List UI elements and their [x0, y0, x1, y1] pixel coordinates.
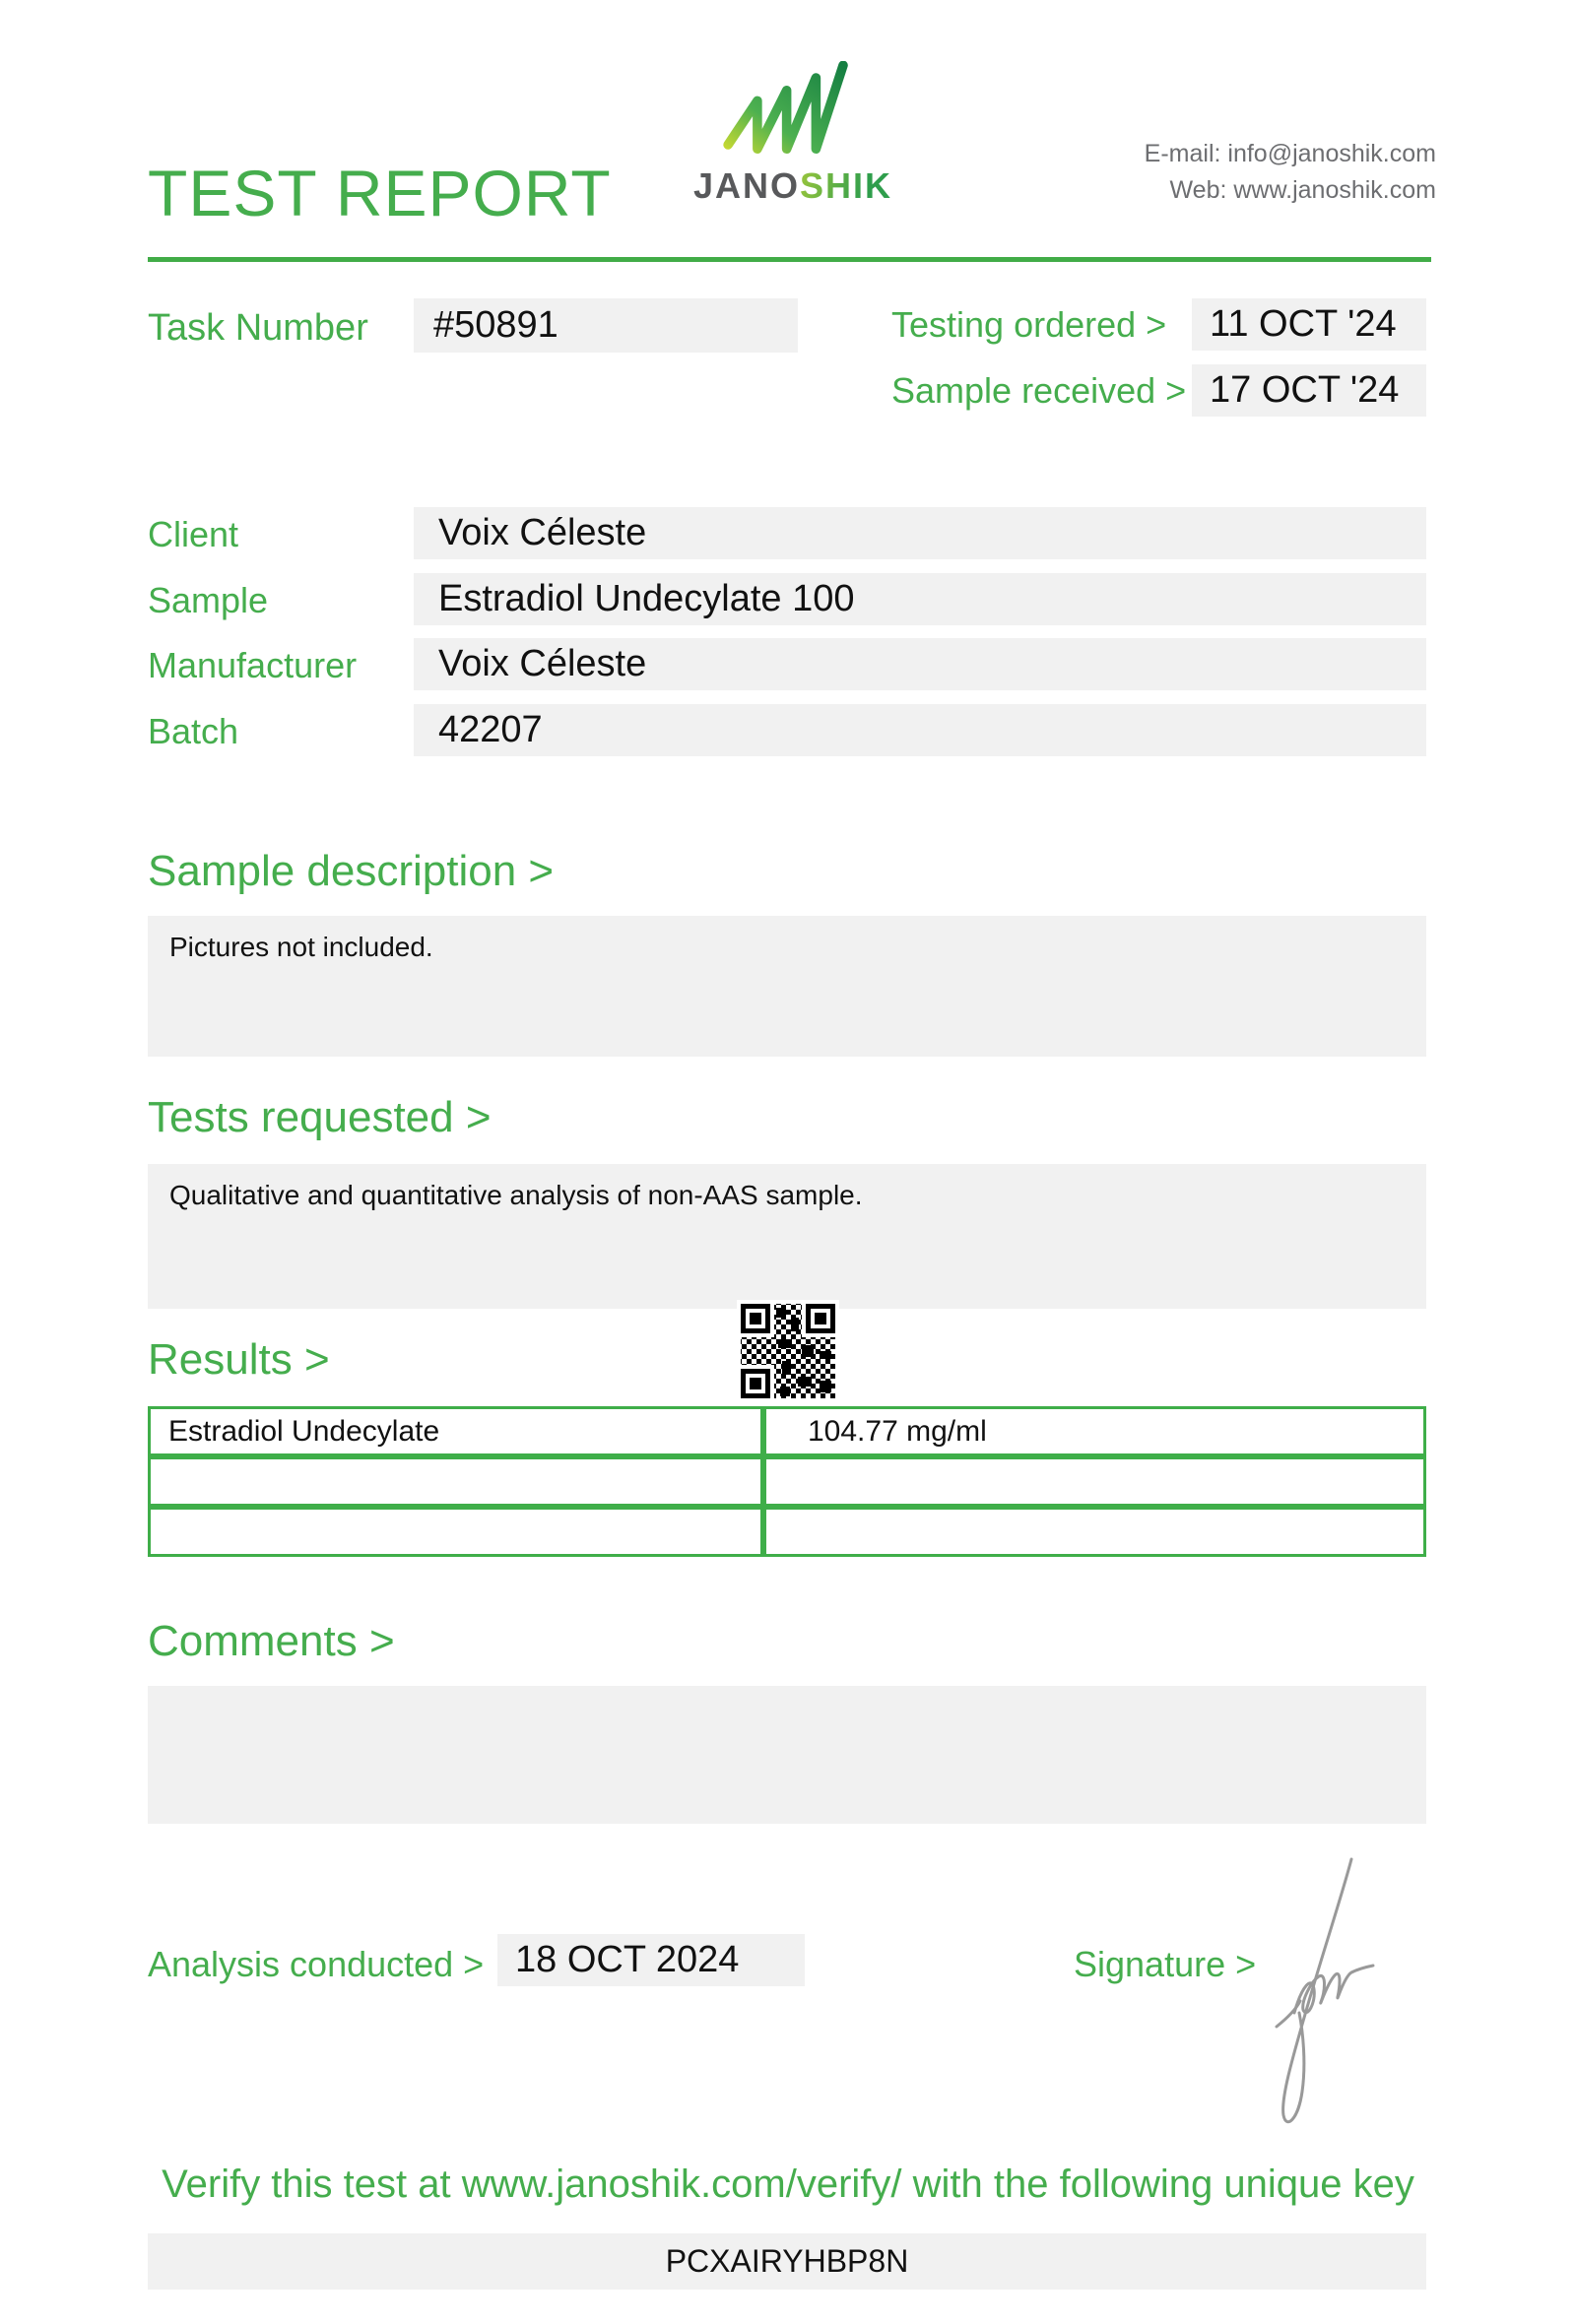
sample-description-box: Pictures not included. [148, 916, 1426, 1057]
verify-text: Verify this test at www.janoshik.com/verify/ with the following unique key [162, 2163, 1414, 2206]
unique-key: PCXAIRYHBP8N [148, 2233, 1426, 2290]
section-heading-tests-requested: Tests requested > [148, 1093, 492, 1141]
sample-label: Sample [148, 580, 269, 620]
client-value: Voix Céleste [414, 507, 1426, 559]
section-heading-results: Results > [148, 1335, 330, 1384]
result-cell [763, 1456, 1426, 1507]
client-label: Client [148, 514, 239, 554]
sample-received-row [891, 364, 1426, 417]
analysis-conducted-value: 18 OCT 2024 [497, 1934, 805, 1986]
contact-block [1145, 136, 1436, 209]
section-heading-comments: Comments > [148, 1617, 395, 1665]
signature-mark [1253, 1853, 1411, 2139]
contact-web: Web: www.janoshik.com [1169, 176, 1436, 204]
batch-value: 42207 [414, 704, 1426, 756]
logo-text-shik: SHIK [800, 165, 893, 206]
qr-code [737, 1300, 839, 1402]
signature-label: Signature > [1074, 1944, 1257, 1984]
contact-email: E-mail: info@janoshik.com [1144, 140, 1436, 167]
result-cell [763, 1507, 1426, 1557]
manufacturer-value: Voix Céleste [414, 638, 1426, 690]
comments-box [148, 1686, 1426, 1824]
testing-ordered-label: Testing ordered > [891, 303, 1167, 345]
manufacturer-label: Manufacturer [148, 645, 358, 685]
testing-ordered-value: 11 OCT '24 [1192, 298, 1426, 351]
analyte-cell: Estradiol Undecylate [148, 1406, 763, 1456]
table-row [148, 1507, 1426, 1557]
sample-received-label: Sample received > [891, 369, 1187, 411]
task-number-label: Task Number [148, 307, 368, 349]
table-row [148, 1456, 1426, 1507]
batch-label: Batch [148, 711, 239, 751]
section-heading-sample-description: Sample description > [148, 847, 555, 895]
tests-requested-box: Qualitative and quantitative analysis of non-AAS sample. [148, 1164, 1426, 1309]
task-number-value: #50891 [414, 298, 798, 353]
sample-received-value: 17 OCT '24 [1192, 364, 1426, 417]
header-divider [148, 257, 1431, 262]
analyte-cell [148, 1456, 763, 1507]
logo-wordmark [690, 165, 896, 207]
sample-value: Estradiol Undecylate 100 [414, 573, 1426, 625]
analyte-cell [148, 1507, 763, 1557]
page-title: TEST REPORT [148, 157, 612, 229]
chart-growth-icon [719, 61, 867, 161]
result-cell: 104.77 mg/ml [763, 1406, 1426, 1456]
logo-text-jano: JANO [692, 165, 800, 206]
results-table [148, 1406, 1426, 1557]
janoshik-logo [690, 61, 896, 207]
testing-ordered-row [891, 298, 1426, 351]
analysis-conducted-label: Analysis conducted > [148, 1944, 485, 1984]
table-row [148, 1406, 1426, 1456]
